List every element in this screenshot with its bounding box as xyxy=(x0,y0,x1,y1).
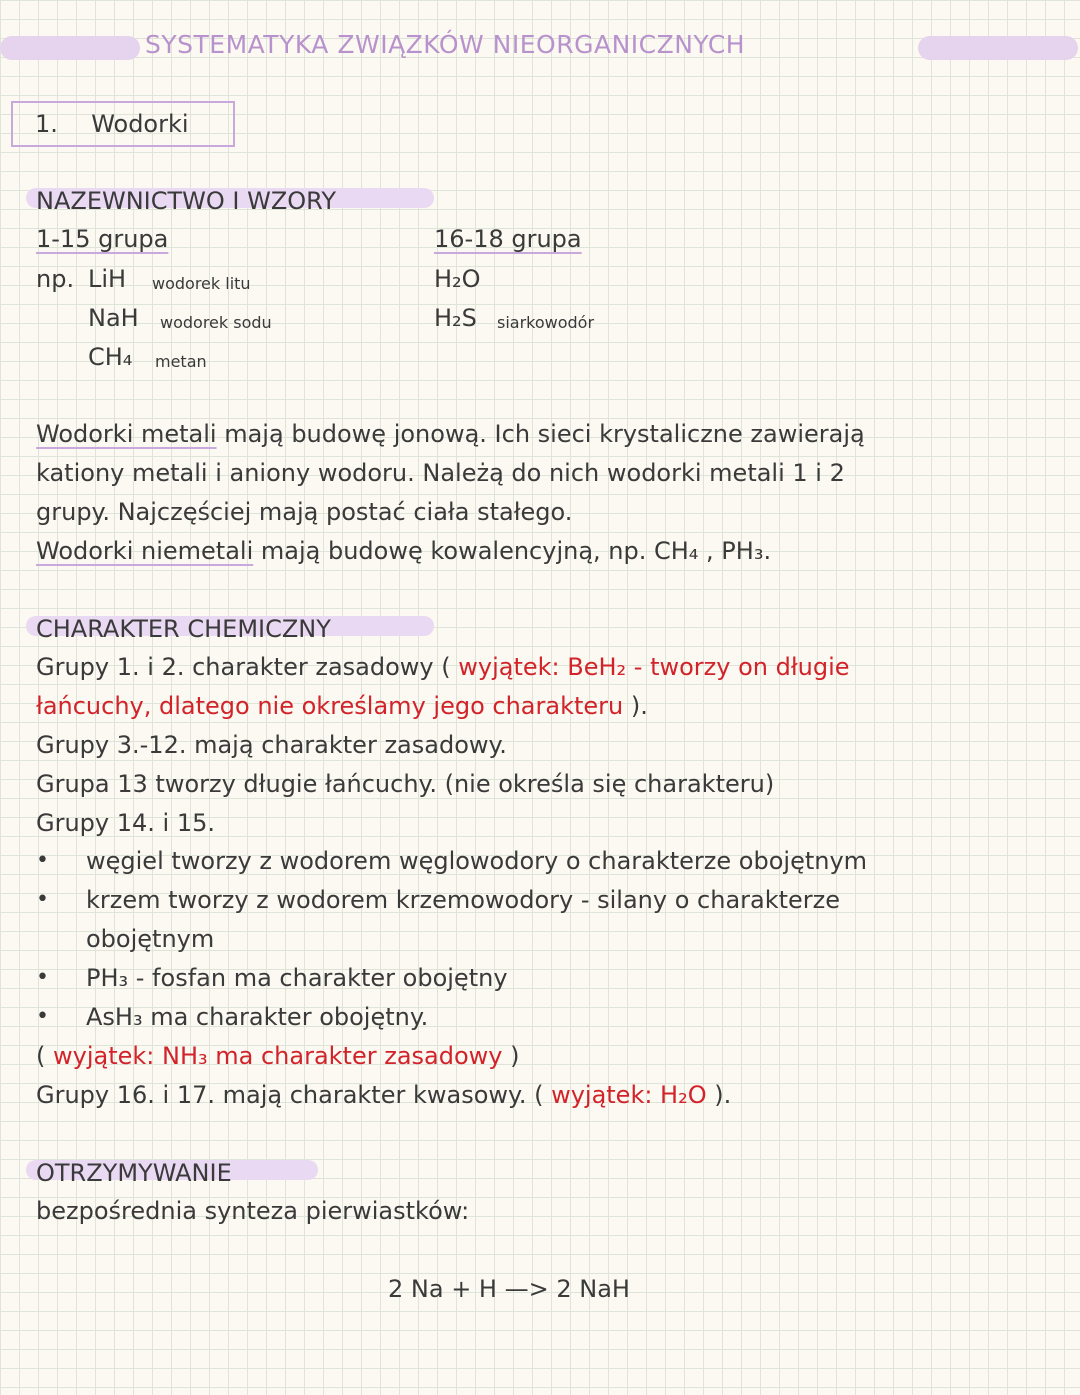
exception-nh3: wyjątek: NH₃ ma charakter zasadowy xyxy=(53,1042,503,1070)
bullet-1: węgiel tworzy z wodorem węglowodory o charakterze obojętnym xyxy=(86,847,868,875)
bullet-dot: • xyxy=(36,1004,49,1029)
character-line-1 xyxy=(36,653,850,681)
section-number: 1. xyxy=(35,110,58,138)
character-line-5: Grupy 14. i 15. xyxy=(36,809,216,837)
name-nah: wodorek sodu xyxy=(160,313,272,332)
section-name: Wodorki xyxy=(91,110,189,138)
name-h2s: siarkowodór xyxy=(497,313,595,332)
exception-close: ) xyxy=(502,1042,520,1070)
paragraph-line-1-rest: mają budowę jonową. Ich sieci krystaliczne zawierają xyxy=(216,420,865,448)
character-line-2-close: ). xyxy=(623,692,648,720)
character-line-4: Grupa 13 tworzy długie łańcuchy. (nie określa się charakteru) xyxy=(36,770,775,798)
bullet-dot: • xyxy=(36,965,49,990)
col2-header: 16-18 grupa xyxy=(434,225,582,253)
paragraph-line-1 xyxy=(36,420,865,448)
character-last-text: Grupy 16. i 17. mają charakter kwasowy. ( xyxy=(36,1081,552,1109)
name-lih: wodorek litu xyxy=(152,274,251,293)
exception-open: ( xyxy=(36,1042,53,1070)
exception-beh2-cont: łańcuchy, dlatego nie określamy jego charakteru xyxy=(36,692,624,720)
bullet-4: AsH₃ ma charakter obojętny. xyxy=(86,1003,429,1031)
paragraph-line-4-rest: mają budowę kowalencyjną, np. CH₄ , PH₃. xyxy=(253,537,772,565)
character-heading: CHARAKTER CHEMICZNY xyxy=(36,615,331,643)
title-bar-right xyxy=(918,36,1078,60)
bullet-dot: • xyxy=(36,887,49,912)
section-title xyxy=(35,110,189,138)
exception-beh2: wyjątek: BeH₂ - tworzy on długie xyxy=(458,653,850,681)
character-last-close: ). xyxy=(706,1081,732,1109)
term-nonmetal-hydrides: Wodorki niemetali xyxy=(36,537,254,565)
formula-ch4: CH₄ xyxy=(88,343,133,371)
naming-heading: NAZEWNICTWO I WZORY xyxy=(36,187,336,215)
bullet-3: PH₃ - fosfan ma charakter obojętny xyxy=(86,964,508,992)
formula-lih: LiH xyxy=(88,265,127,293)
formula-h2o: H₂O xyxy=(434,265,481,293)
title-bar-left xyxy=(0,36,140,60)
name-ch4: metan xyxy=(155,352,207,371)
paragraph-line-2: kationy metali i aniony wodoru. Należą do nich wodorki metali 1 i 2 xyxy=(36,459,845,487)
example-prefix: np. xyxy=(36,265,75,293)
page-title: SYSTEMATYKA ZWIĄZKÓW NIEORGANICZNYCH xyxy=(145,30,746,59)
reaction-equation: 2 Na + H —> 2 NaH xyxy=(388,1275,630,1303)
col1-header: 1-15 grupa xyxy=(36,225,169,253)
bullet-dot: • xyxy=(36,848,49,873)
character-line-1-text: Grupy 1. i 2. charakter zasadowy ( xyxy=(36,653,459,681)
exception-h2o: wyjątek: H₂O xyxy=(551,1081,707,1109)
obtaining-text: bezpośrednia synteza pierwiastków: xyxy=(36,1197,470,1225)
character-last-line xyxy=(36,1081,731,1109)
obtaining-heading: OTRZYMYWANIE xyxy=(36,1159,232,1187)
character-line-3: Grupy 3.-12. mają charakter zasadowy. xyxy=(36,731,507,759)
bullet-2-cont: obojętnym xyxy=(86,925,215,953)
exception-nh3-line xyxy=(36,1042,519,1070)
character-line-2 xyxy=(36,692,648,720)
term-metal-hydrides: Wodorki metali xyxy=(36,420,217,448)
bullet-2: krzem tworzy z wodorem krzemowodory - silany o charakterze xyxy=(86,886,841,914)
paragraph-line-3: grupy. Najczęściej mają postać ciała stałego. xyxy=(36,498,573,526)
formula-nah: NaH xyxy=(88,304,139,332)
formula-h2s: H₂S xyxy=(434,304,477,332)
paragraph-line-4 xyxy=(36,537,771,565)
